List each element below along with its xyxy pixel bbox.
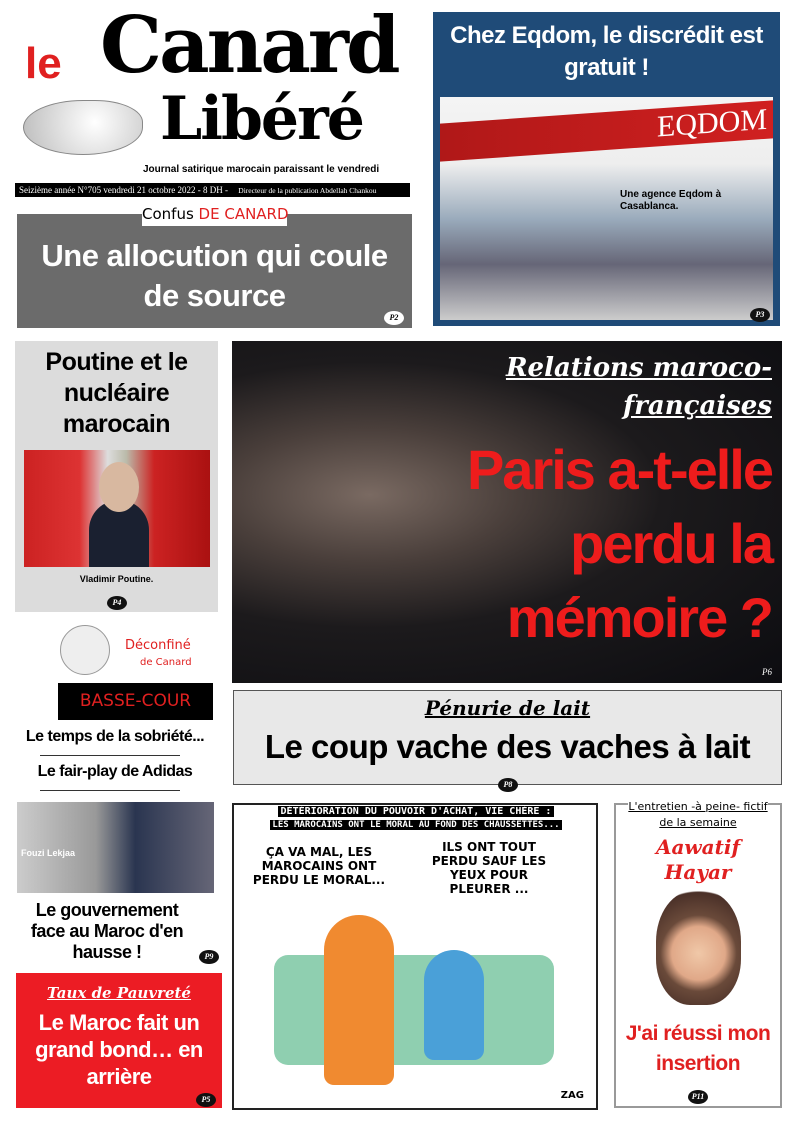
cartoon-signature: ZAG <box>560 1090 584 1101</box>
duck-mascot-icon <box>23 100 143 155</box>
pauvrete-article[interactable] <box>16 973 222 1108</box>
interview-article[interactable] <box>614 800 782 1108</box>
issue-bar <box>15 183 410 197</box>
brief-item[interactable]: Le temps de la sobriété... <box>25 728 205 745</box>
poutine-headline: Poutine et le nucléaire marocain <box>45 348 188 438</box>
cartoon-title-2: LES MAROCAINS ONT LE MORAL AU FOND DES CHAUSSETTES... <box>272 820 560 830</box>
kicker-a: Confus <box>142 205 194 223</box>
woman-figure <box>324 915 394 1085</box>
duck-icon <box>60 625 110 675</box>
page-ref: P3 <box>750 308 770 322</box>
kicker-b: DE CANARD <box>198 205 289 223</box>
poutine-article[interactable] <box>15 341 218 612</box>
gouv-headline[interactable]: Le gouvernement face au Maroc d'en hausse ! <box>30 900 184 962</box>
cartoon-title <box>238 805 594 832</box>
interview-name <box>616 835 780 885</box>
deconfine-logo <box>20 620 210 680</box>
director: Directeur de la publication Abdellah Chankou <box>238 186 377 195</box>
tagline: Journal satirique marocain paraissant le vendredi <box>143 164 380 175</box>
basse-cour-label: BASSE-COUR <box>58 683 213 720</box>
speech-bubble: ILS ONT TOUT PERDU SAUF LES YEUX POUR PLEURER ... <box>431 840 547 896</box>
page-ref: P6 <box>762 667 772 677</box>
main-kicker: Relations maroco-françaises <box>505 353 772 421</box>
name-2: Hayar <box>664 860 732 884</box>
lait-kicker: Pénurie de lait <box>424 696 591 720</box>
page-ref: P5 <box>196 1093 216 1107</box>
lait-headline: Le coup vache des vaches à lait <box>264 728 751 765</box>
sofa <box>274 955 554 1065</box>
face-shape <box>99 462 139 512</box>
main-article[interactable] <box>232 341 782 683</box>
page-ref: P2 <box>384 311 404 325</box>
logo-canard: Canard <box>100 10 398 91</box>
page-ref: P8 <box>498 778 518 792</box>
caricature-portrait <box>656 890 741 1005</box>
pauvrete-headline: Le Maroc fait un grand bond… en arrière <box>35 1010 203 1089</box>
lait-article[interactable] <box>233 690 782 789</box>
eqdom-sign-text: EQDOM <box>657 102 767 144</box>
page-ref: P4 <box>107 596 127 610</box>
kicker-line-1: L'entretien -à peine- fictif <box>628 800 768 813</box>
eqdom-sign <box>440 100 773 161</box>
photo-label: Fouzi Lekjaa <box>21 848 76 858</box>
masthead <box>15 10 410 198</box>
lekjaa-photo <box>17 802 214 893</box>
issue-info: Seizième année N°705 vendredi 21 octobre 2022 - 8 DH - <box>19 185 229 195</box>
name-1: Aawatif <box>655 835 741 859</box>
logo-deconfine: Déconfiné <box>125 638 191 653</box>
logo-le: le <box>25 39 62 88</box>
cartoon <box>232 803 598 1110</box>
main-headline: Paris a-t-elle perdu la mémoire ? <box>466 438 772 649</box>
eqdom-article[interactable] <box>433 12 780 326</box>
divider <box>40 755 180 756</box>
page-ref: P9 <box>199 950 219 964</box>
eqdom-headline: Chez Eqdom, le discrédit est gratuit ! <box>450 22 763 81</box>
allocution-headline: Une allocution qui coule de source <box>41 238 388 313</box>
eqdom-photo <box>440 97 773 320</box>
kicker-line-2: de la semaine <box>659 816 737 829</box>
logo-libere: Libéré <box>160 84 363 154</box>
poutine-caption: Vladimir Poutine. <box>79 574 154 584</box>
brief-item[interactable]: Le fair-play de Adidas <box>37 763 193 780</box>
pauvrete-kicker: Taux de Pauvreté <box>47 984 191 1002</box>
interview-kicker <box>616 799 780 831</box>
divider <box>40 790 180 791</box>
logo-de-canard: de Canard <box>140 657 192 668</box>
allocution-article[interactable] <box>17 205 412 328</box>
man-figure <box>424 950 484 1060</box>
page-ref: P11 <box>688 1090 708 1104</box>
speech-bubble: ÇA VA MAL, LES MAROCAINS ONT PERDU LE MORAL... <box>252 845 386 887</box>
poutine-photo <box>24 450 210 567</box>
kicker <box>142 202 287 226</box>
cartoon-title-1: DÉTÉRIORATION DU POUVOIR D'ACHAT, VIE CHÈRE : <box>278 806 555 817</box>
eqdom-caption: Une agence Eqdom à Casablanca. <box>620 189 722 212</box>
interview-headline: J'ai réussi mon insertion <box>625 1022 771 1075</box>
